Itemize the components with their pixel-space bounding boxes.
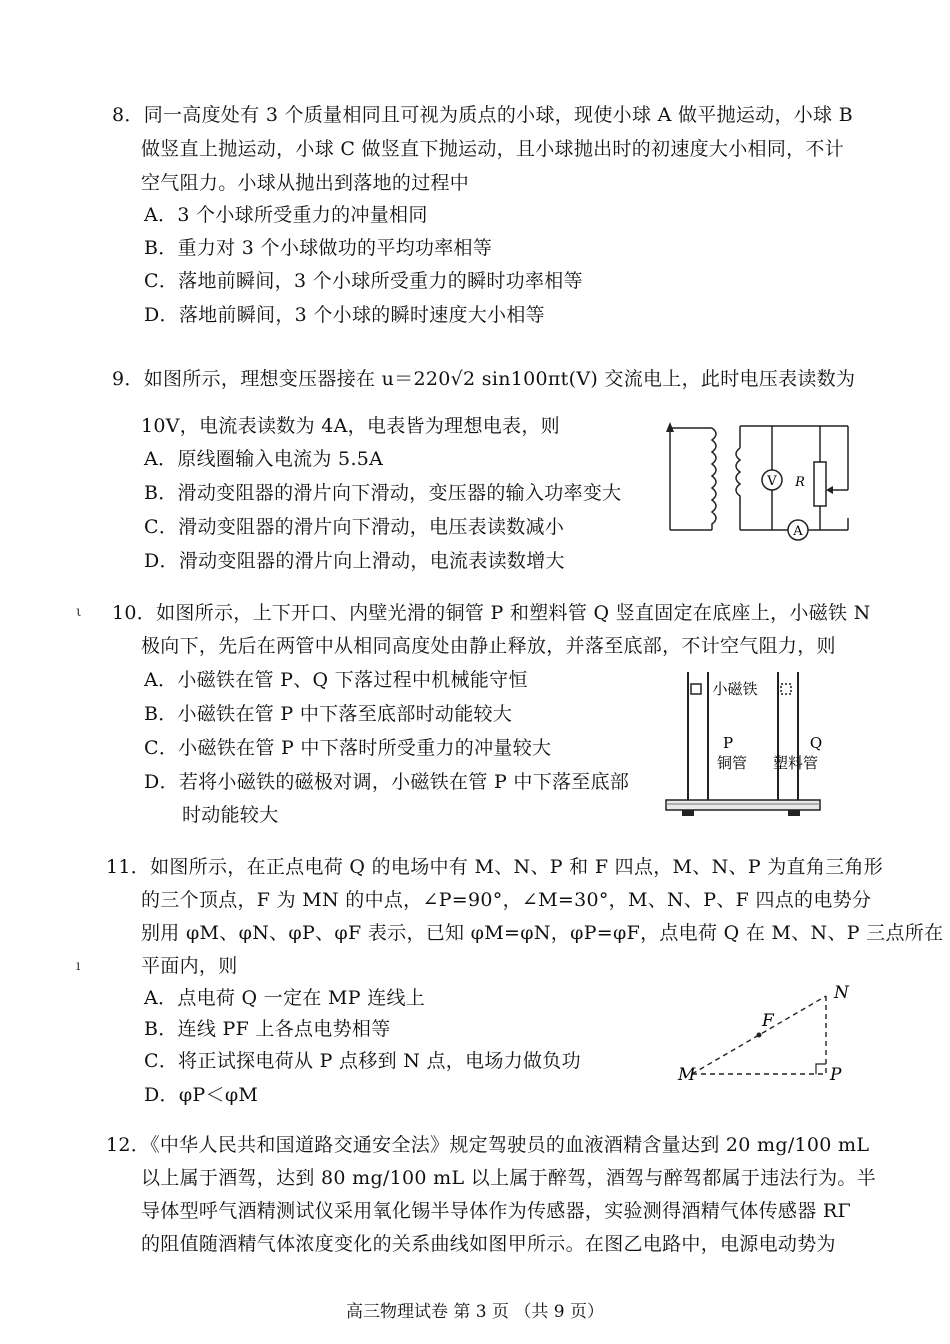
resistor-label: R [795,475,805,490]
q11-option-b: B．连线 PF 上各点电势相等 [144,1018,391,1040]
q10-option-c: C．小磁铁在管 P 中下落时所受重力的冲量较大 [144,737,552,759]
page-footer: 高三物理试卷 第 3 页 （共 9 页） [345,1302,605,1322]
voltmeter-label: V [767,474,777,489]
q9-stem-line-1: 9．如图所示，理想变压器接在 u＝220√2 sin100πt(V) 交流电上，此时电压表读数为 [112,368,856,390]
q12-stem-line-2: 以上属于酒驾，达到 80 mg/100 mL 以上属于醉驾，酒驾与醉驾都属于违法行为。半 [141,1167,877,1189]
margin-mark-2: ı [76,958,81,974]
q9-option-a: A．原线圈输入电流为 5.5A [144,448,384,470]
ammeter-label: A [793,524,803,539]
pipe-q-name: 塑料管 [772,754,818,772]
magnet-q-icon [781,684,791,694]
q10-option-d: D．若将小磁铁的磁极对调，小磁铁在管 P 中下落至底部 [144,771,630,793]
label-n: N [834,983,849,1003]
q11-stem-line-3: 别用 φM、φN、φP、φF 表示，已知 φM=φN，φP=φF，点电荷 Q 在 M、N、P 三点所在 [141,922,944,944]
q11-option-a: A．点电荷 Q 一定在 MP 连线上 [144,987,426,1009]
q8-stem-line-1: 8．同一高度处有 3 个质量相同且可视为质点的小球，现使小球 A 做平抛运动，小球 B [112,104,853,126]
q8-option-c: C．落地前瞬间，3 个小球所受重力的瞬时功率相等 [144,270,583,292]
margin-mark: ι [76,604,82,620]
q10-option-a: A．小磁铁在管 P、Q 下落过程中机械能守恒 [144,669,528,691]
stand-base [666,800,820,810]
q8-option-a: A．3 个小球所受重力的冲量相同 [144,204,428,226]
q8-stem-line-3: 空气阻力。小球从抛出到落地的过程中 [141,172,470,194]
triangle-figure [664,980,864,1088]
point-f [757,1033,762,1038]
q11-stem-line-2: 的三个顶点，F 为 MN 的中点，∠P=90°，∠M=30°，M、N、P、F 四点的电势分 [141,889,872,911]
q11-option-c: C．将正试探电荷从 P 点移到 N 点，电场力做负功 [144,1050,581,1072]
q8-option-d: D．落地前瞬间，3 个小球的瞬时速度大小相等 [144,304,545,326]
magnet-label: 小磁铁 [712,680,758,698]
label-p: P [830,1065,842,1085]
q11-stem-line-1: 11．如图所示，在正点电荷 Q 的电场中有 M、N、P 和 F 四点，M、N、P 为直角三角形 [106,856,884,878]
label-f: F [762,1011,774,1031]
q12-stem-line-3: 导体型呼气酒精测试仪采用氧化锡半导体作为传感器，实验测得酒精气体传感器 RΓ [141,1200,851,1222]
magnet-p-icon [691,684,701,694]
q10-stem-line-2: 极向下，先后在两管中从相同高度处由静止释放，并落至底部，不计空气阻力，则 [141,635,836,657]
q9-stem-line-2: 10V，电流表读数为 4A，电表皆为理想电表，则 [141,415,560,437]
q10-option-d-cont: 时动能较大 [182,804,279,826]
pipe-q-letter: Q [809,734,823,752]
q12-stem-line-4: 的阻值随酒精气体浓度变化的关系曲线如图甲所示。在图乙电路中，电源电动势为 [141,1233,836,1255]
q10-option-b: B．小磁铁在管 P 中下落至底部时动能较大 [144,703,513,725]
q10-stem-line-1: 10．如图所示，上下开口、内壁光滑的铜管 P 和塑料管 Q 竖直固定在底座上，小磁铁 N [112,602,871,624]
transformer-circuit-figure [660,418,860,548]
pipe-p-letter: P [722,734,734,752]
pipes-figure [660,668,825,818]
q11-option-d: D．φP＜φM [144,1084,259,1106]
rheostat-icon [814,462,826,506]
q12-stem-line-1: 12．《中华人民共和国道路交通安全法》规定驾驶员的血液酒精含量达到 20 mg/100 mL [106,1134,870,1156]
q8-option-b: B．重力对 3 个小球做功的平均功率相等 [144,237,493,259]
q11-stem-line-4: 平面内，则 [141,955,238,977]
q9-option-b: B．滑动变阻器的滑片向下滑动，变压器的输入功率变大 [144,482,622,504]
q9-option-c: C．滑动变阻器的滑片向下滑动，电压表读数减小 [144,516,565,538]
q9-option-d: D．滑动变阻器的滑片向上滑动，电流表读数增大 [144,550,565,572]
label-m: M [678,1065,696,1085]
pipe-p-name: 铜管 [716,754,748,772]
q8-stem-line-2: 做竖直上抛运动，小球 C 做竖直下抛运动，且小球抛出时的初速度大小相同，不计 [141,138,845,160]
